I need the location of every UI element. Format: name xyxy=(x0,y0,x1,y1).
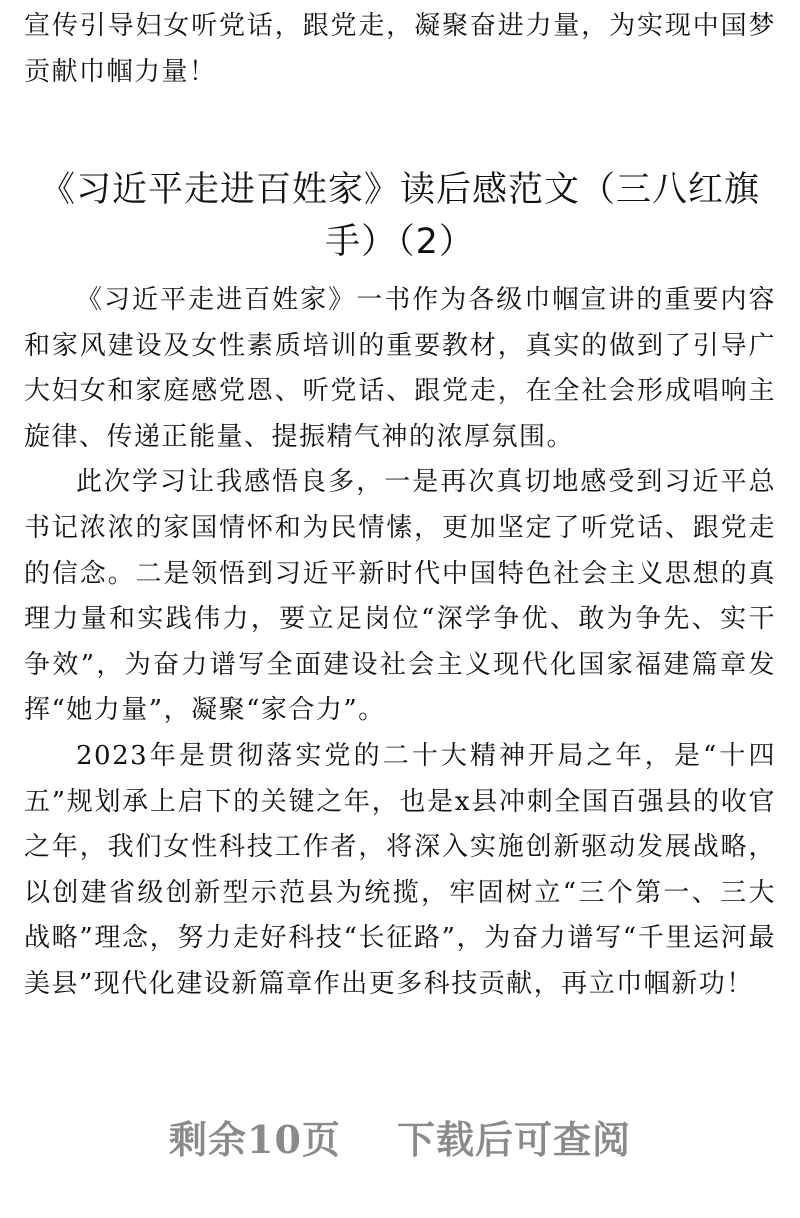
body-paragraph-3: 2023年是贯彻落实党的二十大精神开局之年，是“十四五”规划承上启下的关键之年，也是x县冲刺全国百强县的收官之年，我们女性科技工作者，将深入实施创新驱动发展战略，以创建省级创新型示范县为统揽，牢固树立“三个第一、三大战略”理念，努力走好科技“长征路”，为奋力谱写“千里运河最美县”现代化建设新篇章作出更多科技贡献，再立巾帼新功！ xyxy=(24,740,776,999)
body-paragraph-1: 《习近平走进百姓家》一书作为各级巾帼宣讲的重要内容和家风建设及女性素质培训的重要教材，真实的做到了引导广大妇女和家庭感党恩、听党话、跟党走，在全社会形成唱响主旋律、传递正能量、提振精气神的浓厚氛围。 xyxy=(24,285,776,452)
intro-paragraph: 宣传引导妇女听党话，跟党走，凝聚奋进力量，为实现中国梦贡献巾帼力量！ xyxy=(24,11,776,87)
remaining-pages-label: 剩余10页 xyxy=(169,1117,341,1162)
download-prompt[interactable] xyxy=(0,1112,800,1168)
article-body xyxy=(24,278,776,1008)
body-paragraph-2: 此次学习让我感悟良多，一是再次真切地感受到习近平总书记浓浓的家国情怀和为民情愫，更加坚定了听党话、跟党走的信念。二是领悟到习近平新时代中国特色社会主义思想的真理力量和实践伟力，要立足岗位“深学争优、敢为争先、实干争效”，为奋力谱写全面建设社会主义现代化国家福建篇章发挥“她力量”，凝聚“家合力”。 xyxy=(24,467,776,726)
article-title: 《习近平走进百姓家》读后感范文（三八红旗手）（2） xyxy=(39,170,760,262)
download-to-view-label[interactable]: 下载后可查阅 xyxy=(396,1117,631,1162)
